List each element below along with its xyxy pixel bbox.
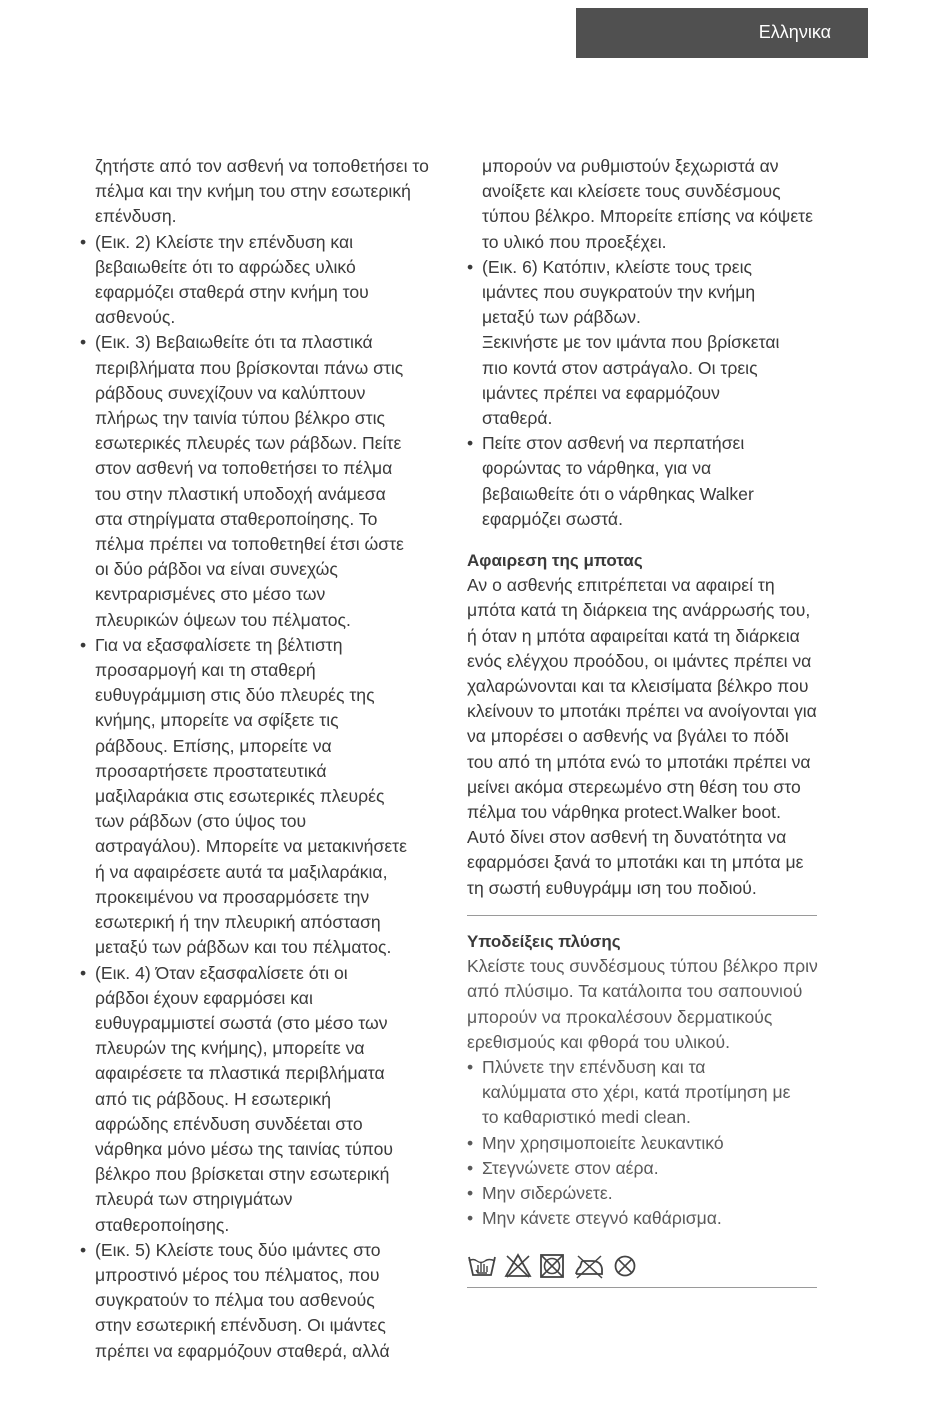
care-heading: Υποδείξεις πλύσης [467, 931, 621, 951]
text-line: Ξεκινήστε με τον ιμάντα που βρίσκεται [482, 332, 780, 353]
list-item [80, 961, 440, 1238]
text-line: κνήμης, μπορείτε να σφίξετε τις [95, 710, 339, 731]
text-line: τύπου βέλκρο. [482, 206, 595, 227]
list-item [467, 1181, 819, 1206]
text-line: • (Εικ. 3) Βεβαιωθείτε ότι τα πλαστικά [95, 332, 373, 353]
text-line: στερεωμένο στη θέση του στο πέλμα του [467, 776, 801, 823]
list-item [467, 1156, 819, 1181]
text-line: • Πείτε στον ασθενή να περπατήσει [482, 433, 745, 454]
list-item [80, 330, 440, 632]
text-line: προσαρτήσετε προστατευτικά [95, 760, 327, 781]
text-line: ευθυγράμμιση στις δύο πλευρές της [95, 685, 375, 706]
text-line: ή να αφαιρέσετε αυτά τα μαξιλαράκια, [95, 861, 388, 882]
removal-paragraph [467, 573, 819, 901]
list-item [467, 1131, 819, 1156]
section-divider [467, 915, 817, 916]
care-list [467, 1055, 819, 1231]
text-line: διάρκεια ενός ελέγχου προόδου, οι ιμάντες [467, 625, 800, 671]
text-line: των ράβδων (στο ύψος του [95, 811, 307, 832]
text-line: σταθερά. [482, 408, 553, 429]
text-line: του στην πλαστική υποδοχή ανάμεσα [95, 483, 386, 504]
text-line: πέλμα πρέπει να τοποθετηθεί έτσι ώστε [95, 534, 404, 555]
language-tab [576, 8, 868, 58]
text-line: • (Εικ. 4) Όταν εξασφαλίσετε ότι οι [95, 962, 348, 983]
no-iron-icon [572, 1253, 606, 1279]
text-line: σταθεροποίησης. [95, 1214, 230, 1235]
continued-paragraph [467, 154, 819, 255]
text-line: στην εσωτερική επένδυση. Οι ιμάντες [95, 1315, 386, 1336]
text-line: μπροστινό μέρος του πέλματος, που [95, 1264, 380, 1285]
text-line: καλύμματα στο χέρι, κατά προτίμηση με [482, 1082, 791, 1103]
text-line: το καθαριστικό medi clean. [482, 1107, 691, 1128]
text-line: μποτάκι πρέπει να μείνει ακόμα [467, 751, 811, 797]
text-line: εσωτερική επένδυση. [95, 181, 411, 227]
text-line: από τις ράβδους. Η εσωτερική [95, 1088, 332, 1109]
text-line: πριν από πλύσιμο. Τα κατάλοιπα του [467, 956, 818, 1002]
text-line: προσαρμογή και τη σταθερή [95, 660, 316, 681]
left-column [80, 154, 440, 1364]
care-symbols [467, 1251, 819, 1281]
text-line: μαξιλαράκια στις εσωτερικές πλευρές [95, 786, 385, 807]
text-line: ασθενούς. [95, 307, 176, 328]
list-item [80, 633, 440, 961]
text-line: Κλείστε τους συνδέσμους τύπου βέλκρο [467, 956, 779, 977]
text-line: συγκρατούν το πέλμα του ασθενούς [95, 1290, 375, 1311]
list-item [80, 1238, 440, 1364]
text-line: αστραγάλου). Μπορείτε να μετακινήσετε [95, 836, 407, 857]
text-line: εσωτερικές πλευρές των ράβδων. Πείτε [95, 433, 402, 454]
care-paragraph [467, 954, 819, 1055]
text-line: ευθυγραμμιστεί σωστά (στο μέσο των [95, 1012, 388, 1033]
text-line: στα στηρίγματα σταθεροποίησης. Το [95, 508, 378, 529]
language-label: Ελληνικα [758, 22, 831, 43]
text-line: αφρώδης επένδυση συνδέεται στο [95, 1113, 363, 1134]
text-line: ράβδους συνεχίζουν να καλύπτουν [95, 382, 366, 403]
text-line: εφαρμόζει σταθερά στην κνήμη του [95, 282, 369, 303]
text-line: ιμάντες πρέπει να εφαρμόζουν [482, 382, 720, 403]
text-line: μπορούν να ρυθμιστούν ξεχωριστά αν [482, 156, 779, 176]
text-line: πλευρικών όψεων του πέλματος. [95, 609, 351, 630]
text-line: πρέπει να χαλαρώνονται και τα κλεισίματα [467, 650, 812, 697]
text-line: νάρθηκα μόνο μέσω της ταινίας τύπου [95, 1138, 394, 1159]
text-line: • Μην χρησιμοποιείτε λευκαντικό [482, 1132, 724, 1153]
text-line: • Μην κάνετε στεγνό καθάρισμα. [482, 1208, 722, 1229]
text-line: οι δύο ράβδοι να είναι συνεχώς [95, 559, 338, 580]
text-line: εσωτερική ή την πλευρική απόσταση [95, 912, 381, 933]
text-line: • (Εικ. 5) Κλείστε τους δύο ιμάντες στο [95, 1239, 381, 1260]
removal-section [467, 548, 819, 901]
no-dry-clean-icon [613, 1254, 637, 1278]
list-item [467, 255, 819, 431]
text-line: βέλκρο που κλείνουν το μποτάκι πρέπει να [467, 676, 809, 722]
text-line: βεβαιωθείτε ότι το αφρώδες υλικό [95, 256, 356, 277]
text-line: • Στεγνώνετε στον αέρα. [482, 1157, 659, 1178]
list-item [467, 1055, 819, 1131]
text-line: • Για να εξασφαλίσετε τη βέλτιστη [95, 634, 343, 655]
text-line: • (Εικ. 2) Κλείστε την επένδυση και [95, 231, 354, 252]
removal-heading: Αφαιρεση της μποτας [467, 551, 643, 571]
text-line: μπότα κατά τη διάρκεια της ανάρρωσής [467, 600, 775, 621]
text-line: ανοίγονται για να μπορέσει ο ασθενής να [467, 701, 817, 747]
text-line: • Μην σιδερώνετε. [482, 1182, 613, 1203]
text-line: βγάλει το πόδι του από τη μπότα ενώ το [467, 726, 789, 772]
list-item [80, 230, 440, 331]
text-line: ευθυγράμμ ιση του ποδιού. [545, 877, 757, 898]
text-line: • (Εικ. 6) Κατόπιν, κλείστε τους τρεις [482, 256, 752, 277]
text-line: πλήρως την ταινία τύπου βέλκρο στις [95, 408, 385, 429]
intro-paragraph [80, 154, 440, 230]
text-line: • Πλύνετε την επένδυση και τα [482, 1056, 706, 1077]
text-line: του, ή όταν η μπότα αφαιρείται κατά τη [467, 600, 811, 646]
text-line: δερματικούς ερεθισμούς και φθορά του [467, 1006, 773, 1052]
text-line: ζητήστε από τον ασθενή να τοποθετήσει [95, 156, 408, 176]
text-line: πιο κοντά στον αστράγαλο. Οι τρεις [482, 357, 758, 378]
text-line: στον ασθενή να τοποθετήσει το πέλμα [95, 458, 393, 479]
text-line: στον ασθενή τη δυνατότητα να εφαρμόσει [467, 827, 787, 873]
text-line: ανοίξετε και κλείσετε τους συνδέσμους [482, 181, 781, 202]
text-line: βεβαιωθείτε ότι ο νάρθηκας Walker [482, 483, 754, 504]
text-line: φορώντας το νάρθηκα, για να [482, 458, 712, 479]
instruction-list [80, 230, 440, 1364]
text-line: Μπορείτε επίσης να κόψετε το υλικό [482, 206, 813, 252]
text-line: βέλκρο που βρίσκεται στην εσωτερική [95, 1164, 390, 1185]
text-line: Αν ο ασθενής επιτρέπεται να αφαιρεί τη [467, 575, 775, 596]
text-line: πλευρά των στηριγμάτων [95, 1189, 293, 1210]
no-bleach-icon [504, 1253, 532, 1279]
text-line: μεταξύ των ράβδων και του πέλματος. [95, 937, 392, 958]
text-line: ράβδοι έχουν εφαρμόσει και [95, 987, 313, 1008]
text-line: νάρθηκα protect.Walker boot. Αυτό δίνει [467, 802, 781, 848]
text-line: προκειμένου να προσαρμόσετε την [95, 886, 370, 907]
text-line: μεταξύ των ράβδων. [482, 307, 641, 328]
text-line: ιμάντες που συγκρατούν την κνήμη [482, 282, 756, 303]
right-column [467, 154, 819, 1288]
hand-wash-icon [467, 1253, 497, 1279]
text-line: σαπουνιού μπορούν να προκαλέσουν [467, 981, 803, 1027]
text-line: αφαιρέσετε τα πλαστικά περιβλήματα [95, 1063, 385, 1084]
text-line: υλικού. [674, 1031, 730, 1052]
instruction-list [467, 255, 819, 532]
bottom-divider [467, 1287, 817, 1288]
text-line: εφαρμόζει σωστά. [482, 508, 623, 529]
list-item [467, 431, 819, 532]
text-line: κεντραρισμένες στο μέσο των [95, 584, 326, 605]
text-line: ράβδους. Επίσης, μπορείτε να [95, 735, 332, 756]
text-line: περιβλήματα που βρίσκονται πάνω στις [95, 357, 404, 378]
text-line: ξανά το μποτάκι και τη μπότα με τη σωστή [467, 852, 804, 898]
text-line: που προεξέχει. [548, 231, 667, 252]
text-line: πλευρών της κνήμης), μπορείτε να [95, 1038, 365, 1059]
text-line: πρέπει να εφαρμόζουν σταθερά, αλλά [95, 1340, 390, 1361]
list-item [467, 1206, 819, 1231]
text-line: το πέλμα και την κνήμη του στην [95, 156, 429, 202]
no-tumble-dry-icon [539, 1253, 565, 1279]
care-section [467, 929, 819, 1288]
